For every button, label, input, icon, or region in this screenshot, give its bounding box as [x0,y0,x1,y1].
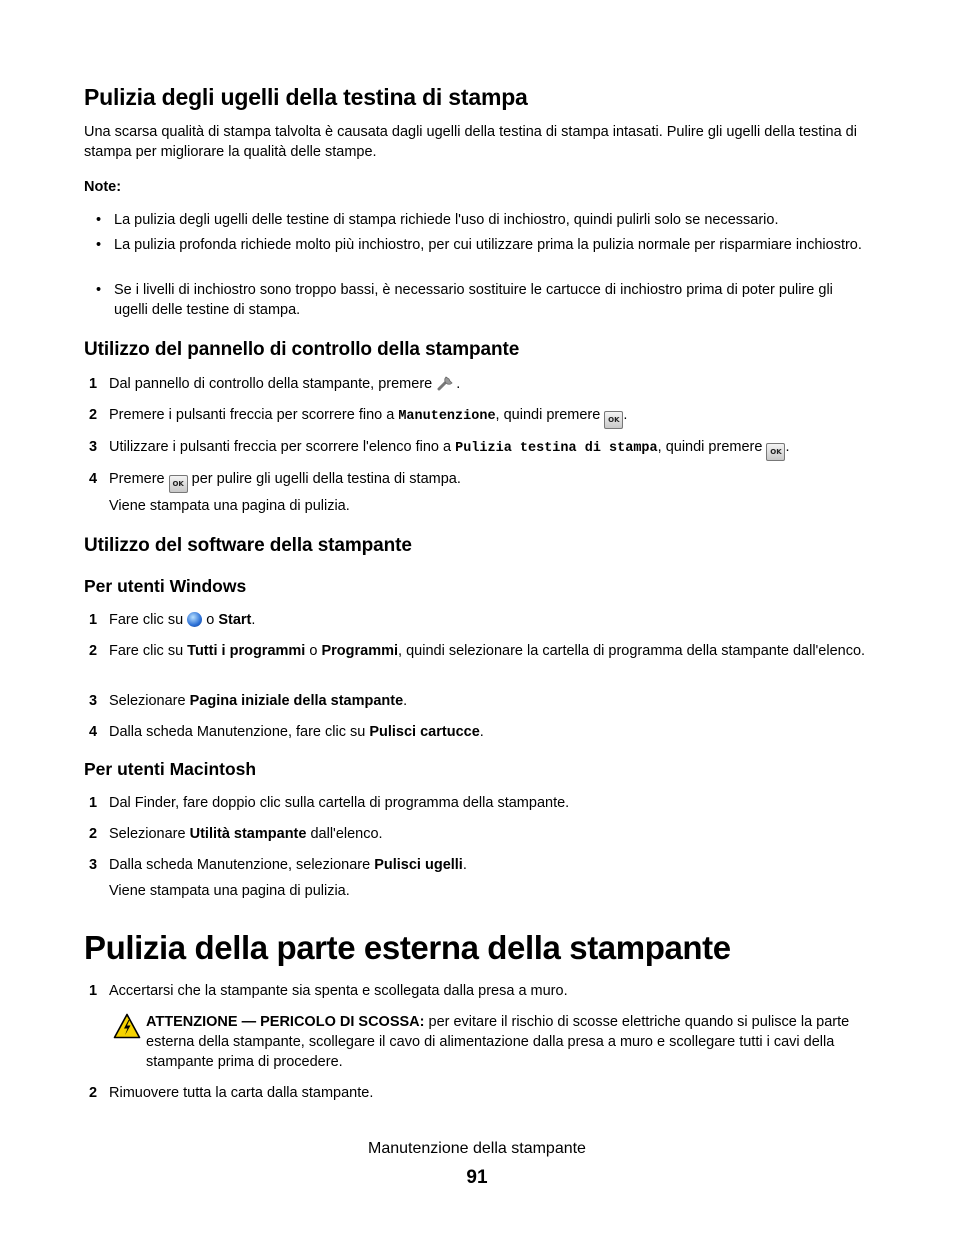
platform-heading: Per utenti Macintosh [84,759,257,779]
note-item: • Se i livelli di inchiostro sono troppo bassi, è necessario sostituire le cartucce di inchiostro prima di poter pulire gli ugelli delle testine di stampa. [96,282,833,318]
step-result: Viene stampata una pagina di pulizia. [109,883,350,899]
step-item: 2 Rimuovere tutta la carta dalla stampante. [89,1085,374,1101]
subsection-heading: Utilizzo del software della stampante [84,535,412,556]
section-heading: Pulizia degli ugelli della testina di stampa [84,84,528,110]
chapter-heading: Pulizia della parte esterna della stampante [84,929,731,966]
wrench-icon [436,374,456,392]
step-item: 1 Dal pannello di controllo della stampante, premere . [89,376,461,392]
footer-chapter: Manutenzione della stampante [368,1140,586,1157]
step-item: 3 Selezionare Pagina iniziale della stampante. [89,693,408,709]
subsection-heading: Utilizzo del pannello di controllo della stampante [84,339,520,360]
ok-button-icon: OK [766,443,785,461]
warning-triangle-icon [113,1013,141,1039]
bullet-icon: • [96,237,102,253]
intro-paragraph: Una scarsa qualità di stampa talvolta è causata dagli ugelli della testina di stampa intasati. Pulire gli ugelli della testina di stampa per migliorare la qualità delle stampe. [84,124,857,160]
step-item: 1 Accertarsi che la stampante sia spenta e scollegata dalla presa a muro. [89,983,568,999]
step-item: 2 Premere i pulsanti freccia per scorrere fino a Manutenzione, quindi premere OK . [89,405,874,429]
windows-start-icon [187,612,202,627]
bullet-icon: • [96,212,102,228]
platform-heading: Per utenti Windows [84,576,247,596]
step-item: 1 Dal Finder, fare doppio clic sulla cartella di programma della stampante. [89,795,570,811]
caution-label: ATTENZIONE — PERICOLO DI SCOSSA: [146,1014,425,1030]
menu-item-code: Pulizia testina di stampa [455,441,658,456]
step-item: 3 Dalla scheda Manutenzione, selezionare Pulisci ugelli. [89,857,467,873]
caution-text: ATTENZIONE — PERICOLO DI SCOSSA: per evitare il rischio di scosse elettriche quando si pulisce la parte esterna della stampante, scollegare il cavo di alimentazione dalla presa a muro e scollegare tutti i cavi della stampante prima di procedere. [146,1014,850,1070]
note-item: • La pulizia degli ugelli delle testine di stampa richiede l'uso di inchiostro, quindi pulirli solo se necessario. [96,212,779,228]
step-item: 1 Fare clic su o Start. [89,612,256,628]
ok-button-icon: OK [169,475,188,493]
ok-button-icon: OK [604,411,623,429]
step-item: 4 Premere OK per pulire gli ugelli della testina di stampa. [89,469,874,493]
step-item: 2 Fare clic su Tutti i programmi o Programmi, quindi selezionare la cartella di programma della stampante dall'elenco. [89,643,866,659]
note-item: • La pulizia profonda richiede molto più inchiostro, per cui utilizzare prima la pulizia normale per risparmiare inchiostro. [96,237,862,253]
note-label: Note: [84,179,122,195]
bullet-icon: • [96,282,102,298]
step-item: 2 Selezionare Utilità stampante dall'elenco. [89,826,383,842]
step-item: 3 Utilizzare i pulsanti freccia per scorrere l'elenco fino a Pulizia testina di stampa, quindi premere OK . [89,437,874,461]
step-item: 4 Dalla scheda Manutenzione, fare clic su Pulisci cartucce. [89,724,484,740]
menu-item-code: Manutenzione [398,409,496,424]
step-result: Viene stampata una pagina di pulizia. [109,498,350,514]
page-number: 91 [466,1167,488,1188]
